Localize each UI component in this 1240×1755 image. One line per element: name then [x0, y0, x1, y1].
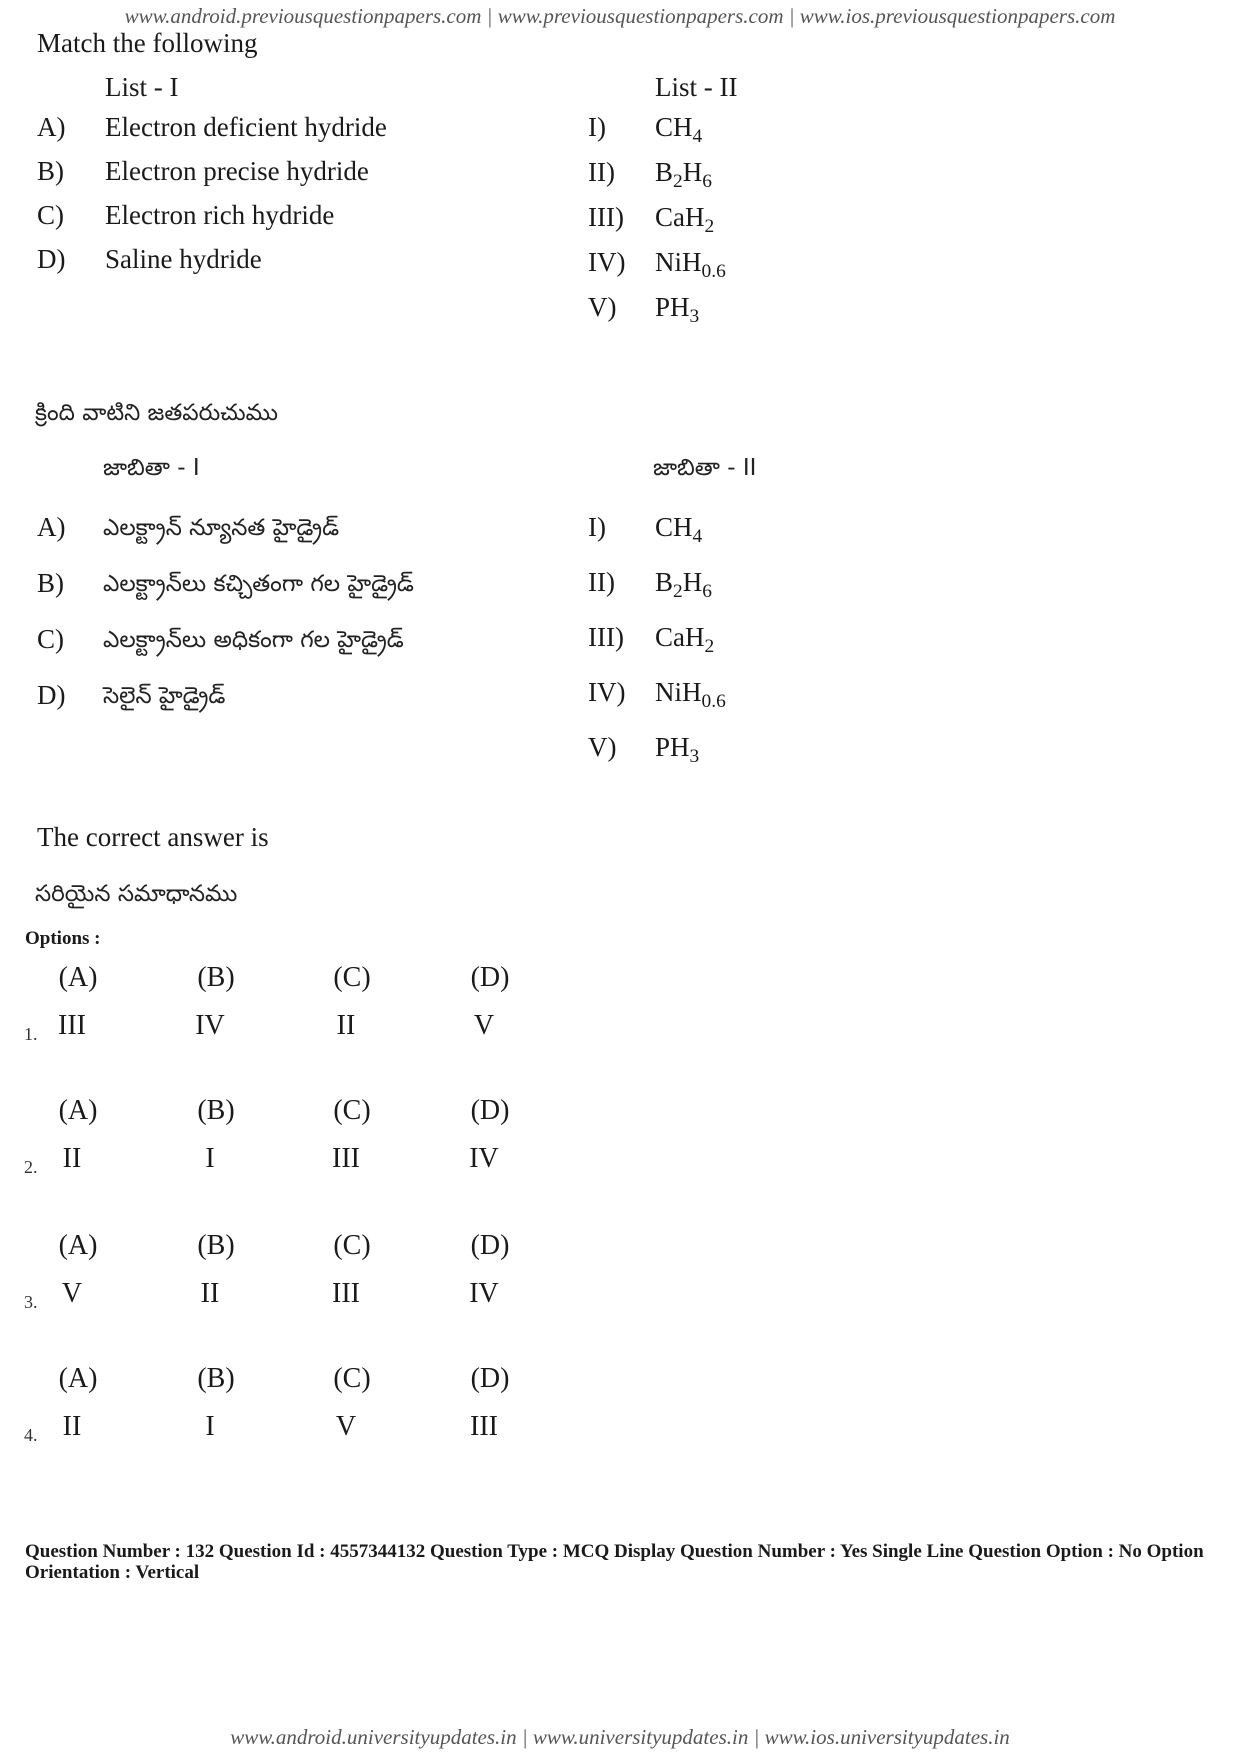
footer-watermark: www.android.universityupdates.in | www.universityupdates.in | www.ios.universityupdates.in — [230, 1725, 1010, 1749]
option-value: I — [205, 1143, 215, 1174]
list2-key: V) — [588, 732, 617, 762]
list1-key: A) — [37, 112, 66, 142]
answer-prompt-telugu: సరియైన సమాధానము — [35, 881, 238, 907]
formula-text: CaH — [655, 202, 705, 232]
option-header: (C) — [333, 962, 371, 993]
list1-item: Electron precise hydride — [105, 156, 369, 186]
option-header: (D) — [470, 1095, 510, 1126]
formula-text: B — [655, 157, 674, 187]
list2-key: IV) — [588, 247, 626, 277]
option-value: V — [473, 1010, 495, 1041]
formula-text: PH — [655, 292, 690, 322]
list1-item: Saline hydride — [105, 244, 262, 274]
option-value: II — [336, 1010, 356, 1041]
formula-text: H — [682, 567, 703, 597]
list2-key: II) — [588, 157, 615, 187]
list2-key: II) — [588, 567, 615, 597]
list2-formula — [655, 677, 726, 712]
list2-key: V) — [588, 292, 617, 322]
option-value: II — [62, 1411, 82, 1442]
formula-subscript: 6 — [702, 170, 712, 192]
option-number: 4. — [24, 1425, 38, 1445]
option-value: V — [335, 1411, 357, 1442]
header-watermark: www.android.previousquestionpapers.com | www.previousquestionpapers.com | www.ios.previousquestionpapers.com — [124, 4, 1116, 28]
option-header: (D) — [470, 1363, 510, 1394]
list2-formula — [655, 247, 726, 282]
option-value: III — [470, 1411, 498, 1442]
option-header: (C) — [333, 1095, 371, 1126]
formula-subscript: 2 — [704, 635, 715, 657]
list2-key: I) — [588, 112, 606, 142]
options-label: Options : — [25, 928, 101, 949]
list1-title-telugu: జాబితా - I — [103, 455, 200, 481]
option-header: (B) — [197, 1230, 235, 1261]
formula-text: NiH — [655, 247, 702, 277]
list1-item: Electron rich hydride — [105, 200, 335, 230]
instruction-telugu: క్రింది వాటిని జతపరుచుము — [35, 400, 278, 426]
option-header: (B) — [197, 962, 235, 993]
list1-title-english: List - I — [105, 72, 179, 102]
option-header: (B) — [197, 1363, 235, 1394]
formula-text: CH — [655, 112, 693, 142]
formula-subscript: 0.6 — [701, 690, 726, 712]
formula-subscript: 2 — [673, 580, 683, 602]
list2-key: I) — [588, 512, 606, 542]
option-value: III — [58, 1010, 86, 1041]
option-value: I — [205, 1411, 215, 1442]
list1-key: D) — [37, 680, 66, 710]
option-header: (D) — [470, 962, 510, 993]
option-value: III — [332, 1278, 360, 1309]
option-value: V — [61, 1278, 83, 1309]
list2-formula — [655, 567, 712, 602]
list2-formula — [655, 732, 700, 767]
option-value: IV — [195, 1010, 225, 1041]
option-value: III — [332, 1143, 360, 1174]
formula-subscript: 2 — [704, 215, 715, 237]
list1-item: ఎలక్ట్రాన్‌లు అధికంగా గల హైడ్రైడ్ — [103, 627, 404, 653]
list1-key: A) — [37, 512, 66, 542]
list1-item: Electron deficient hydride — [105, 112, 387, 142]
formula-subscript: 3 — [689, 305, 700, 327]
option-number: 3. — [24, 1292, 38, 1312]
list1-item: ఎలక్ట్రాన్‌లు కచ్చితంగా గల హైడ్రైడ్ — [103, 571, 414, 597]
instruction-english: Match the following — [37, 28, 258, 58]
formula-text: NiH — [655, 677, 702, 707]
option-value: IV — [469, 1143, 499, 1174]
formula-subscript: 2 — [673, 170, 683, 192]
formula-text: H — [682, 157, 703, 187]
list1-key: B) — [37, 156, 64, 186]
list2-formula — [655, 202, 715, 237]
list2-key: III) — [588, 202, 624, 232]
list2-formula — [655, 512, 703, 547]
list1-key: B) — [37, 568, 64, 598]
option-header: (C) — [333, 1363, 371, 1394]
list2-formula — [655, 157, 712, 192]
list2-title-telugu: జాబితా - II — [653, 455, 757, 481]
option-value: IV — [469, 1278, 499, 1309]
option-header: (D) — [470, 1230, 510, 1261]
formula-subscript: 6 — [702, 580, 712, 602]
formula-subscript: 4 — [692, 525, 703, 547]
formula-text: B — [655, 567, 674, 597]
formula-subscript: 4 — [692, 125, 703, 147]
list2-formula — [655, 112, 703, 147]
list2-key: III) — [588, 622, 624, 652]
list1-item: సెలైన్ హైడ్రైడ్ — [103, 683, 226, 709]
formula-text: PH — [655, 732, 690, 762]
list1-item: ఎలక్ట్రాన్ న్యూనత హైడ్రైడ్ — [103, 515, 340, 541]
option-value: II — [62, 1143, 82, 1174]
option-header: (A) — [58, 1230, 98, 1261]
formula-subscript: 0.6 — [701, 260, 726, 282]
formula-subscript: 3 — [689, 745, 700, 767]
list2-key: IV) — [588, 677, 626, 707]
list2-title-english: List - II — [655, 72, 738, 102]
option-header: (B) — [197, 1095, 235, 1126]
list1-key: C) — [37, 200, 64, 230]
list2-formula — [655, 292, 700, 327]
list1-key: C) — [37, 624, 64, 654]
list2-formula — [655, 622, 715, 657]
list1-key: D) — [37, 244, 66, 274]
option-value: II — [200, 1278, 220, 1309]
formula-text: CH — [655, 512, 693, 542]
option-header: (A) — [58, 962, 98, 993]
formula-text: CaH — [655, 622, 705, 652]
option-header: (A) — [58, 1095, 98, 1126]
answer-prompt: The correct answer is — [37, 822, 269, 852]
option-number: 1. — [24, 1024, 38, 1044]
option-number: 2. — [24, 1157, 38, 1177]
option-header: (A) — [58, 1363, 98, 1394]
question-meta: Question Number : 132 Question Id : 4557344132 Question Type : MCQ Display Question Number : Yes Single Line Question Option : No Option Orientation : Vertical — [25, 1541, 1204, 1583]
option-header: (C) — [333, 1230, 371, 1261]
